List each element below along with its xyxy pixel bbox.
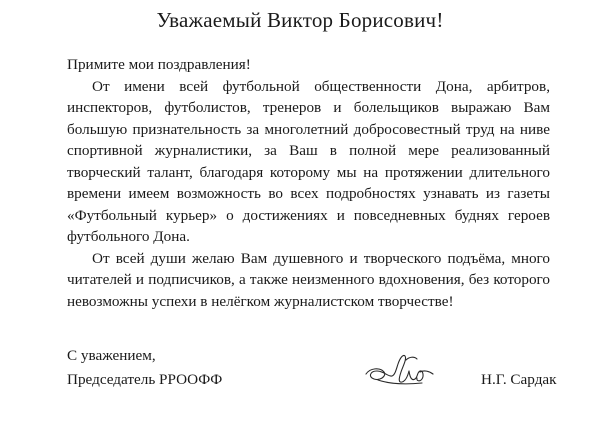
letter-paragraph: От имени всей футбольной общественности Дона, арбитров, инспекторов, футболистов, тренеров и болельщиков выражаю Вам большую признательность за многолетний добросовестный труд на ниве спортивной журналистики, за Ваш в полной мере реализованный творческий талант, благодаря которому мы на протяжении длительного времени имеем возможность во всех подробностях узнавать из газеты «Футбольный курьер» о достижениях и повседневных буднях героев футбольного Дона.: [67, 77, 550, 245]
signer-name: Н.Г. Сардак: [481, 371, 557, 388]
signer-position: Председатель РРООФФ: [67, 371, 223, 388]
letter-salutation: Уважаемый Виктор Борисович!: [156, 8, 444, 32]
letter-body: [67, 54, 550, 312]
letter-greeting: Примите мои поздравления!: [67, 56, 251, 73]
letter-closing: С уважением,: [67, 347, 156, 364]
letter-paragraph: От всей души желаю Вам душевного и творческого подъёма, много читателей и подписчиков, а также неизменного вдохновения, без которого невозможны успехи в нелёгком журналистском творчестве!: [67, 249, 550, 310]
handwritten-signature-icon: [362, 350, 442, 392]
